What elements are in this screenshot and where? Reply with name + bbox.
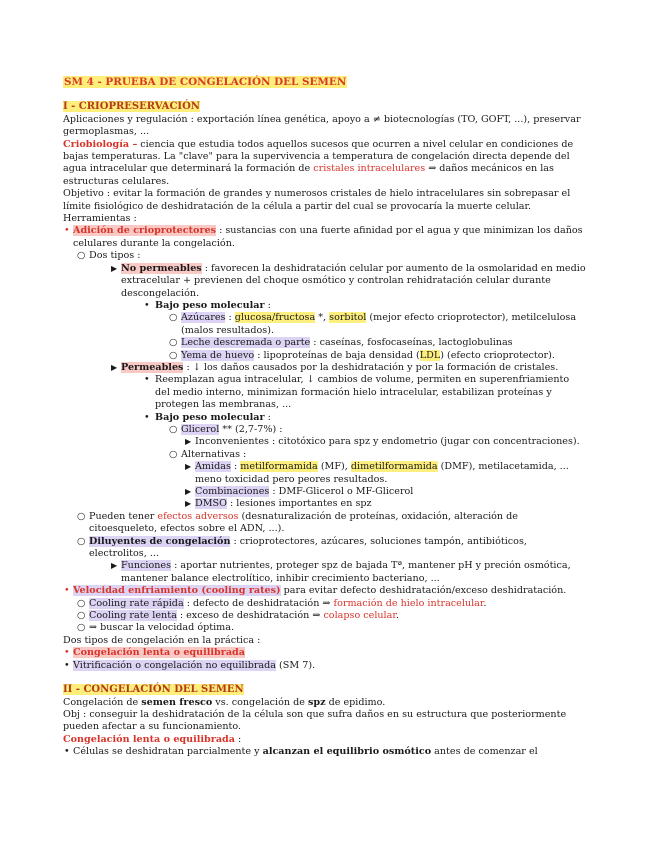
list-item-alternativas: ○ Alternativas :: [169, 448, 247, 460]
document-page: [63, 76, 587, 759]
list-item-congelacion-lenta: • Congelación lenta o equilibrada: [64, 647, 245, 659]
list-item-diluyentes: ○ Diluyentes de congelación : crioprotectores, azúcares, soluciones tampón, antibióticos, electrolitos, ...: [77, 535, 527, 560]
list-item-leche: ○ Leche descremada o parte : caseínas, fosfocaseínas, lactoglobulinas: [169, 337, 513, 349]
slow-freezing-list: [63, 746, 587, 758]
list-item-inconvenientes: ▶ Inconvenientes : citotóxico para spz y endometrio (jugar con concentraciones).: [185, 436, 580, 448]
list-item-azucares: ○ Azúcares : glucosa/fructosa *, sorbitol (mejor efecto crioprotector), metilcelulosa (malos resultados).: [169, 312, 577, 336]
list-item-no-permeables: ▶ No permeables : favorecen la deshidratación celular por aumento de la osmolaridad en medio extracelular + previenen del choque osmótico y controlan rehidratación celular durante descongelación.: [111, 262, 586, 299]
paragraph-dos-tipos-congelacion: Dos tipos de congelación en la práctica :: [63, 634, 261, 646]
paragraph-obj: Obj : conseguir la deshidratación de la célula son que sufra daños en su estructura que posteriormente pueden afectar a su funcionamiento.: [63, 708, 567, 733]
paragraph-criobiologia: Criobiología – ciencia que estudia todos aquellos sucesos que ocurren a nivel celular en condiciones de bajas temperaturas. La "clave" para la supervivencia a temperatura de congelación directa depende del agua intracelular que determinará la formación de cristales intracelulares ⇒ daños mecánicos en las estructuras celulares.: [63, 138, 574, 187]
list-item-reemplazan: • Reemplazan agua intracelular, ↓ cambios de volume, permiten en superenfriamiento del medio interno, minimizan formación hielo intracelular, estabilizan proteínas y protegen las membranas, ...: [144, 374, 570, 411]
list-item-bajo-peso-2: • Bajo peso molecular :: [144, 411, 271, 423]
list-item-efectos: ○ Pueden tener efectos adversos (desnaturalización de proteínas, oxidación, alteración de citoesqueleto, efectos sobre el ADN, ...).: [77, 510, 518, 535]
list-item-velocidad: • Velocidad enfriamiento (cooling rates) para evitar defecto deshidratación/exceso deshidratación.: [64, 585, 567, 597]
list-item-dos-tipos: ○ Dos tipos :: [77, 250, 141, 262]
paragraph-aplicaciones: Aplicaciones y regulación : exportación línea genética, apoyo a ≠ biotecnologías (TO, GOFT, ...), preservar germoplasmas, ...: [63, 113, 581, 138]
list-item-yema: ○ Yema de huevo : lipoproteínas de baja densidad (LDL) (efecto crioprotector).: [169, 349, 555, 361]
list-item-buscar: ○ ⇒ buscar la velocidad óptima.: [77, 622, 235, 634]
list-item-vitrificacion: • Vitrificación o congelación no equilibrada (SM 7).: [64, 659, 316, 671]
paragraph-congelacion-semen: Congelación de semen fresco vs. congelación de spz de epidimo.: [63, 696, 386, 708]
list-item-celulas: • Células se deshidratan parcialmente y alcanzan el equilibrio osmótico antes de comenzar el: [64, 746, 538, 758]
section-heading-1: I - CRIOPRESERVACIÓN: [63, 101, 200, 113]
freezing-types-list: [63, 647, 587, 672]
list-item-lenta: ○ Cooling rate lenta : exceso de deshidratación ⇒ colapso celular.: [77, 610, 399, 622]
list-item-amidas: ▶ Amidas : metilformamida (MF), dimetilformamida (DMF), metilacetamida, ... meno toxicidad pero peores resultados.: [185, 461, 569, 485]
section-heading-2: II - CONGELACIÓN DEL SEMEN: [63, 684, 244, 696]
document-title: SM 4 - PRUEBA DE CONGELACIÓN DEL SEMEN: [64, 76, 347, 88]
list-item-combinaciones: ▶ Combinaciones : DMF-Glicerol o MF-Glicerol: [185, 486, 414, 497]
list-item-bajo-peso: • Bajo peso molecular :: [144, 299, 271, 311]
list-item-crioprotectores: • Adición de crioprotectores : sustancias con una fuerte afinidad por el agua y que minimizan los daños celulares durante la congelación.: [64, 225, 583, 249]
paragraph-herramientas: Herramientas :: [63, 213, 137, 225]
list-item-funciones: ▶ Funciones : aportar nutrientes, proteger spz de bajada Tª, mantener pH y preción osmótica, mantener balance electrolítico, inhibir crecimiento bacteriano, ...: [111, 560, 571, 584]
list-item-permeables: ▶ Permeables : ↓ los daños causados por la deshidratación y por la formación de cristales.: [111, 361, 559, 373]
list-item-rapida: ○ Cooling rate rápida : defecto de deshidratación ⇒ formación de hielo intracelular.: [77, 597, 487, 609]
paragraph-congelacion-lenta: Congelación lenta o equilibrada :: [63, 733, 242, 745]
tools-list: [63, 225, 587, 634]
list-item-glicerol: ○ Glicerol ** (2,7-7%) :: [169, 423, 283, 435]
paragraph-objetivo: Objetivo : evitar la formación de grandes y numerosos cristales de hielo intracelulares sin sobrepasar el límite fisiológico de deshidratación de la célula a partir del cual se provocaría la muerte celular.: [63, 188, 571, 212]
list-item-dmso: ▶ DMSO : lesiones importantes en spz: [185, 498, 372, 510]
